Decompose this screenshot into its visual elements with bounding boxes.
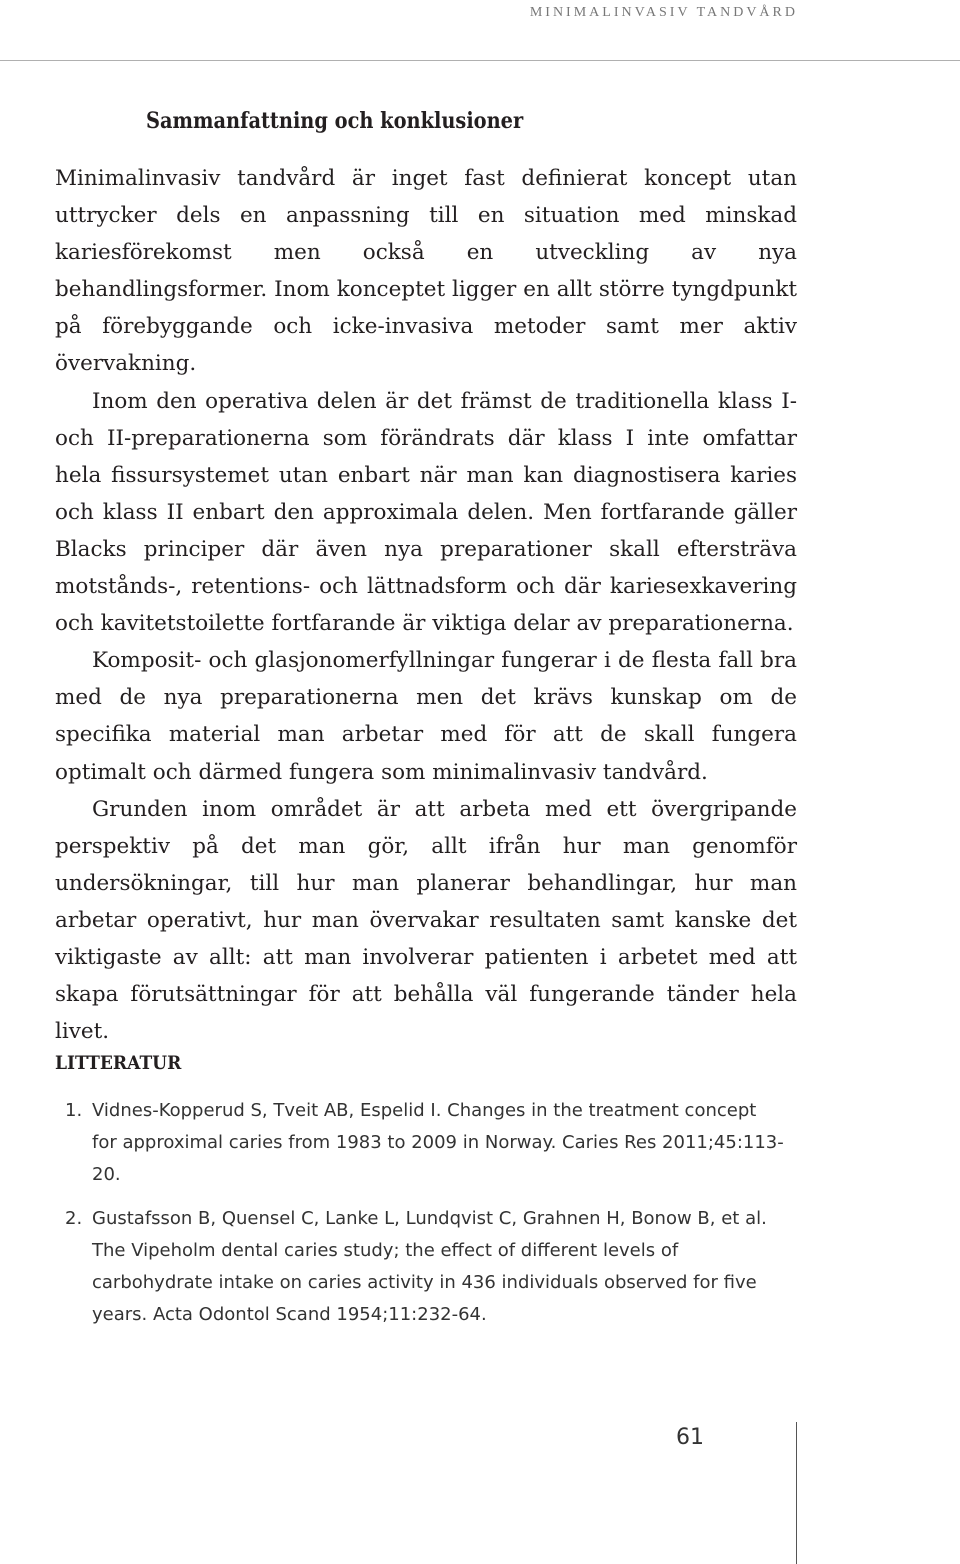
reference-number: 2. — [65, 1208, 83, 1229]
paragraph-materials: Komposit- och glasjonomerfyllningar fungerar i de flesta fall bra med de nya preparationerna men det krävs kunskap om de specifika material man arbetar med för att de skall fungera optimalt och därmed fungera som minimalinvasiv tandvård. — [55, 648, 797, 785]
running-header: MINIMALINVASIV TANDVÅRD — [529, 5, 798, 20]
reference-text: Gustafsson B, Quensel C, Lanke L, Lundqvist C, Grahnen H, Bonow B, et al. The Vipeholm dental caries study; the effect of different levels of carbohydrate intake on caries activity in 436 individuals observed for five years. Acta Odontol Scand 1954;11:232-64. — [92, 1208, 767, 1325]
reference-text: Vidnes-Kopperud S, Tveit AB, Espelid I. Changes in the treatment concept for approximal caries from 1983 to 2009 in Norway. Caries Res 2011;45:113-20. — [92, 1100, 784, 1185]
reference-number: 1. — [65, 1100, 83, 1121]
paragraph-intro: Minimalinvasiv tandvård är inget fast definierat koncept utan uttrycker dels en anpassning till en situation med minskad kariesförekomst men också en utveckling av nya behandlingsformer. Inom konceptet ligger en allt större tyngdpunkt på förebyggande och icke-invasiva metoder samt mer aktiv övervakning. — [55, 166, 797, 377]
page-number: 61 — [676, 1425, 704, 1450]
paragraph-conclusion: Grunden inom området är att arbeta med ett övergripande perspektiv på det man gör, allt ifrån hur man genomför undersökningar, till hur man planerar behandlingar, hur man arbetar operativt, hur man övervakar resultaten samt kanske det viktigaste av allt: att man involverar patienten i arbetet med att skapa förutsättningar för att behålla väl fungerande tänder hela livet. — [55, 796, 797, 1045]
footer-rule — [796, 1422, 797, 1564]
paragraph-operative: Inom den operativa delen är det främst de traditionella klass I- och II-preparationerna som förändrats där klass I inte omfattar hela fissursystemet utan enbart när man kan diagnostisera karies och klass II enbart den approximala delen. Men fortfarande gäller Blacks principer där även nya preparationer skall eftersträva motstånds-, retentions- och lättnadsform och där kariesexkavering och kavitetstoilette fortfarande är viktiga delar av preparationerna. — [55, 388, 797, 637]
header-rule — [0, 60, 960, 61]
reference-item — [55, 1203, 785, 1331]
references-list — [55, 1095, 785, 1343]
section-title: Sammanfattning och konklusioner — [146, 108, 524, 134]
reference-item — [55, 1095, 785, 1191]
references-heading: LITTERATUR — [55, 1052, 182, 1074]
body-text — [55, 160, 797, 1050]
